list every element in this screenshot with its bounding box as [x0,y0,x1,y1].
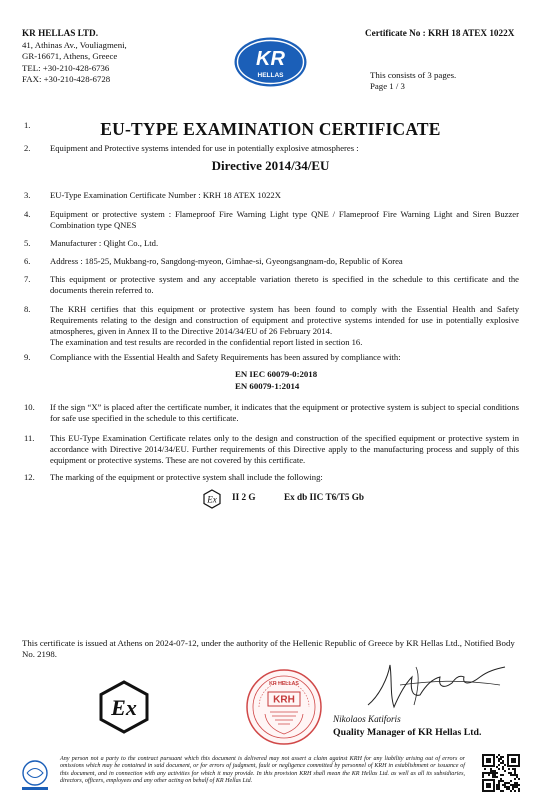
item-text: The KRH certifies that this equipment or protective system has been found to comply with the Essential Health and Safety Requirements relating to the design and construction of equipment and protective systems intended for use in potentially explosive atmospheres, given in Annex II to the Directive 2014/34/EU of 26 February 2014. [50,304,519,336]
item-9 [24,352,519,363]
marking-group: II 2 G [232,492,256,502]
marking-protection: Ex db IIC T6/T5 Gb [284,492,365,502]
item-number: 2. [24,143,31,153]
page-info [370,70,456,93]
item-number: 3. [24,190,31,200]
item-11 [24,433,519,466]
issuer-address-line1: 41, Athinas Av., Vouliagmeni, [22,39,127,50]
atex-ex-text: Ex [111,695,137,720]
page-number-line: Page 1 / 3 [370,81,405,92]
item-2 [24,143,519,154]
certificate-number-header: Certificate No : KRH 18 ATEX 1022X [365,28,515,38]
legal-disclaimer: Any person not a party to the contract pursuant which this document is delivered may not assert a claim against KRH for any liability arising out of errors or omissions which may be contained in said document, or for errors of judgment, fault or negligence committed by personnel of KRH in establishment or issuance of this document, and in connection with any activities for which it may provide. In this provision KRH shall mean the KR Hellas Ltd. as well as all its subsidiaries, directors, officers, employees and any other acting on behalf of KR Hellas Ltd. [60,756,465,785]
accreditation-logo [18,758,52,792]
item-number: 9. [24,352,31,362]
item-number: 4. [24,209,31,219]
issuer-name: KR HELLAS LTD. [22,28,98,38]
atex-ex-icon [97,680,151,734]
item-text: This equipment or protective system and any acceptable variation thereto is specified in the schedule to this certificate and the documents therein referred to. [50,274,519,295]
ex-hexagon-icon [202,489,222,509]
issuer-address-line2: GR-16671, Athens, Greece [22,51,118,62]
pages-count-line: This consists of 3 pages. [370,70,457,80]
official-seal [245,668,323,746]
signature [360,655,510,715]
qr-code[interactable] [482,754,520,792]
item-number: 10. [24,402,35,412]
directive-heading: Directive 2014/34/EU [211,158,330,173]
item-text: Equipment or protective system : Flameproof Fire Warning Light type QNE / Flameproof Fire Warning Light and Siren Buzzer Combination type QNES [50,209,519,230]
item-text-secondary: The examination and test results are recorded in the confidential report listed in section 16. [50,337,363,347]
item-12 [24,472,519,483]
item-8 [24,304,519,348]
seal-center-text: KRH [273,694,295,706]
standard-1: EN IEC 60079-0:2018 [235,369,318,379]
item-text: The marking of the equipment or protective system shall include the following: [50,472,323,482]
item-number: 7. [24,274,31,284]
item-number: 5. [24,238,31,248]
item-text: EU-Type Examination Certificate Number : KRH 18 ATEX 1022X [50,190,281,200]
issuer-tel: TEL: +30-210-428-6736 [22,62,110,73]
standards-list [235,369,317,393]
issuer-fax: FAX: +30-210-428-6728 [22,74,111,85]
item-text: If the sign “X” is placed after the certificate number, it indicates that the equipment or protective system is subject to special conditions for safe use specified in the schedule to this certificate. [50,402,519,423]
standard-2: EN 60079-1:2014 [235,380,300,391]
certificate-title: EU-TYPE EXAMINATION CERTIFICATE [100,119,441,139]
item-number: 6. [24,256,31,266]
signer-title: Quality Manager of KR Hellas Ltd. [333,727,482,738]
item-number: 11. [24,433,35,443]
item-4 [24,209,519,231]
item-10 [24,402,519,424]
item-3 [24,190,519,201]
issuer-address-block [22,28,182,86]
seal-top-text: KR HELLAS [269,681,299,687]
item-6 [24,256,519,267]
item-text: This EU-Type Examination Certificate relates only to the design and construction of the specified equipment or protective system in accordance with Directive 2014/34/EU. Further requirements of this Directive apply to the manufacturing process and supply of this equipment or protective systems. These are not covered by this certificate. [50,433,519,465]
logo-text-main: KR [256,48,285,70]
item-text: Compliance with the Essential Health and Safety Requirements has been assured by compliance with: [50,352,401,362]
title-number: 1. [24,120,31,130]
item-number: 8. [24,304,31,314]
item-7 [24,274,519,296]
item-5 [24,238,519,249]
signer-name: Nikolaos Katiforis [333,714,401,724]
item-number: 12. [24,472,35,482]
item-text: Manufacturer : Qlight Co., Ltd. [50,238,159,248]
ex-symbol-text: Ex [207,494,217,505]
kr-hellas-logo [233,36,308,88]
item-text: Address : 185-25, Mukbang-ro, Sangdong-myeon, Gimhae-si, Gyeongsangnam-do, Republic of Korea [50,256,403,266]
logo-text-sub: HELLAS [257,72,284,79]
item-text: Equipment and Protective systems intended for use in potentially explosive atmospheres : [50,143,359,153]
issuance-statement: This certificate is issued at Athens on 2024-07-12, under the authority of the Hellenic Republic of Greece by KR Hellas Ltd., Notified Body No. 2198. [22,638,515,660]
